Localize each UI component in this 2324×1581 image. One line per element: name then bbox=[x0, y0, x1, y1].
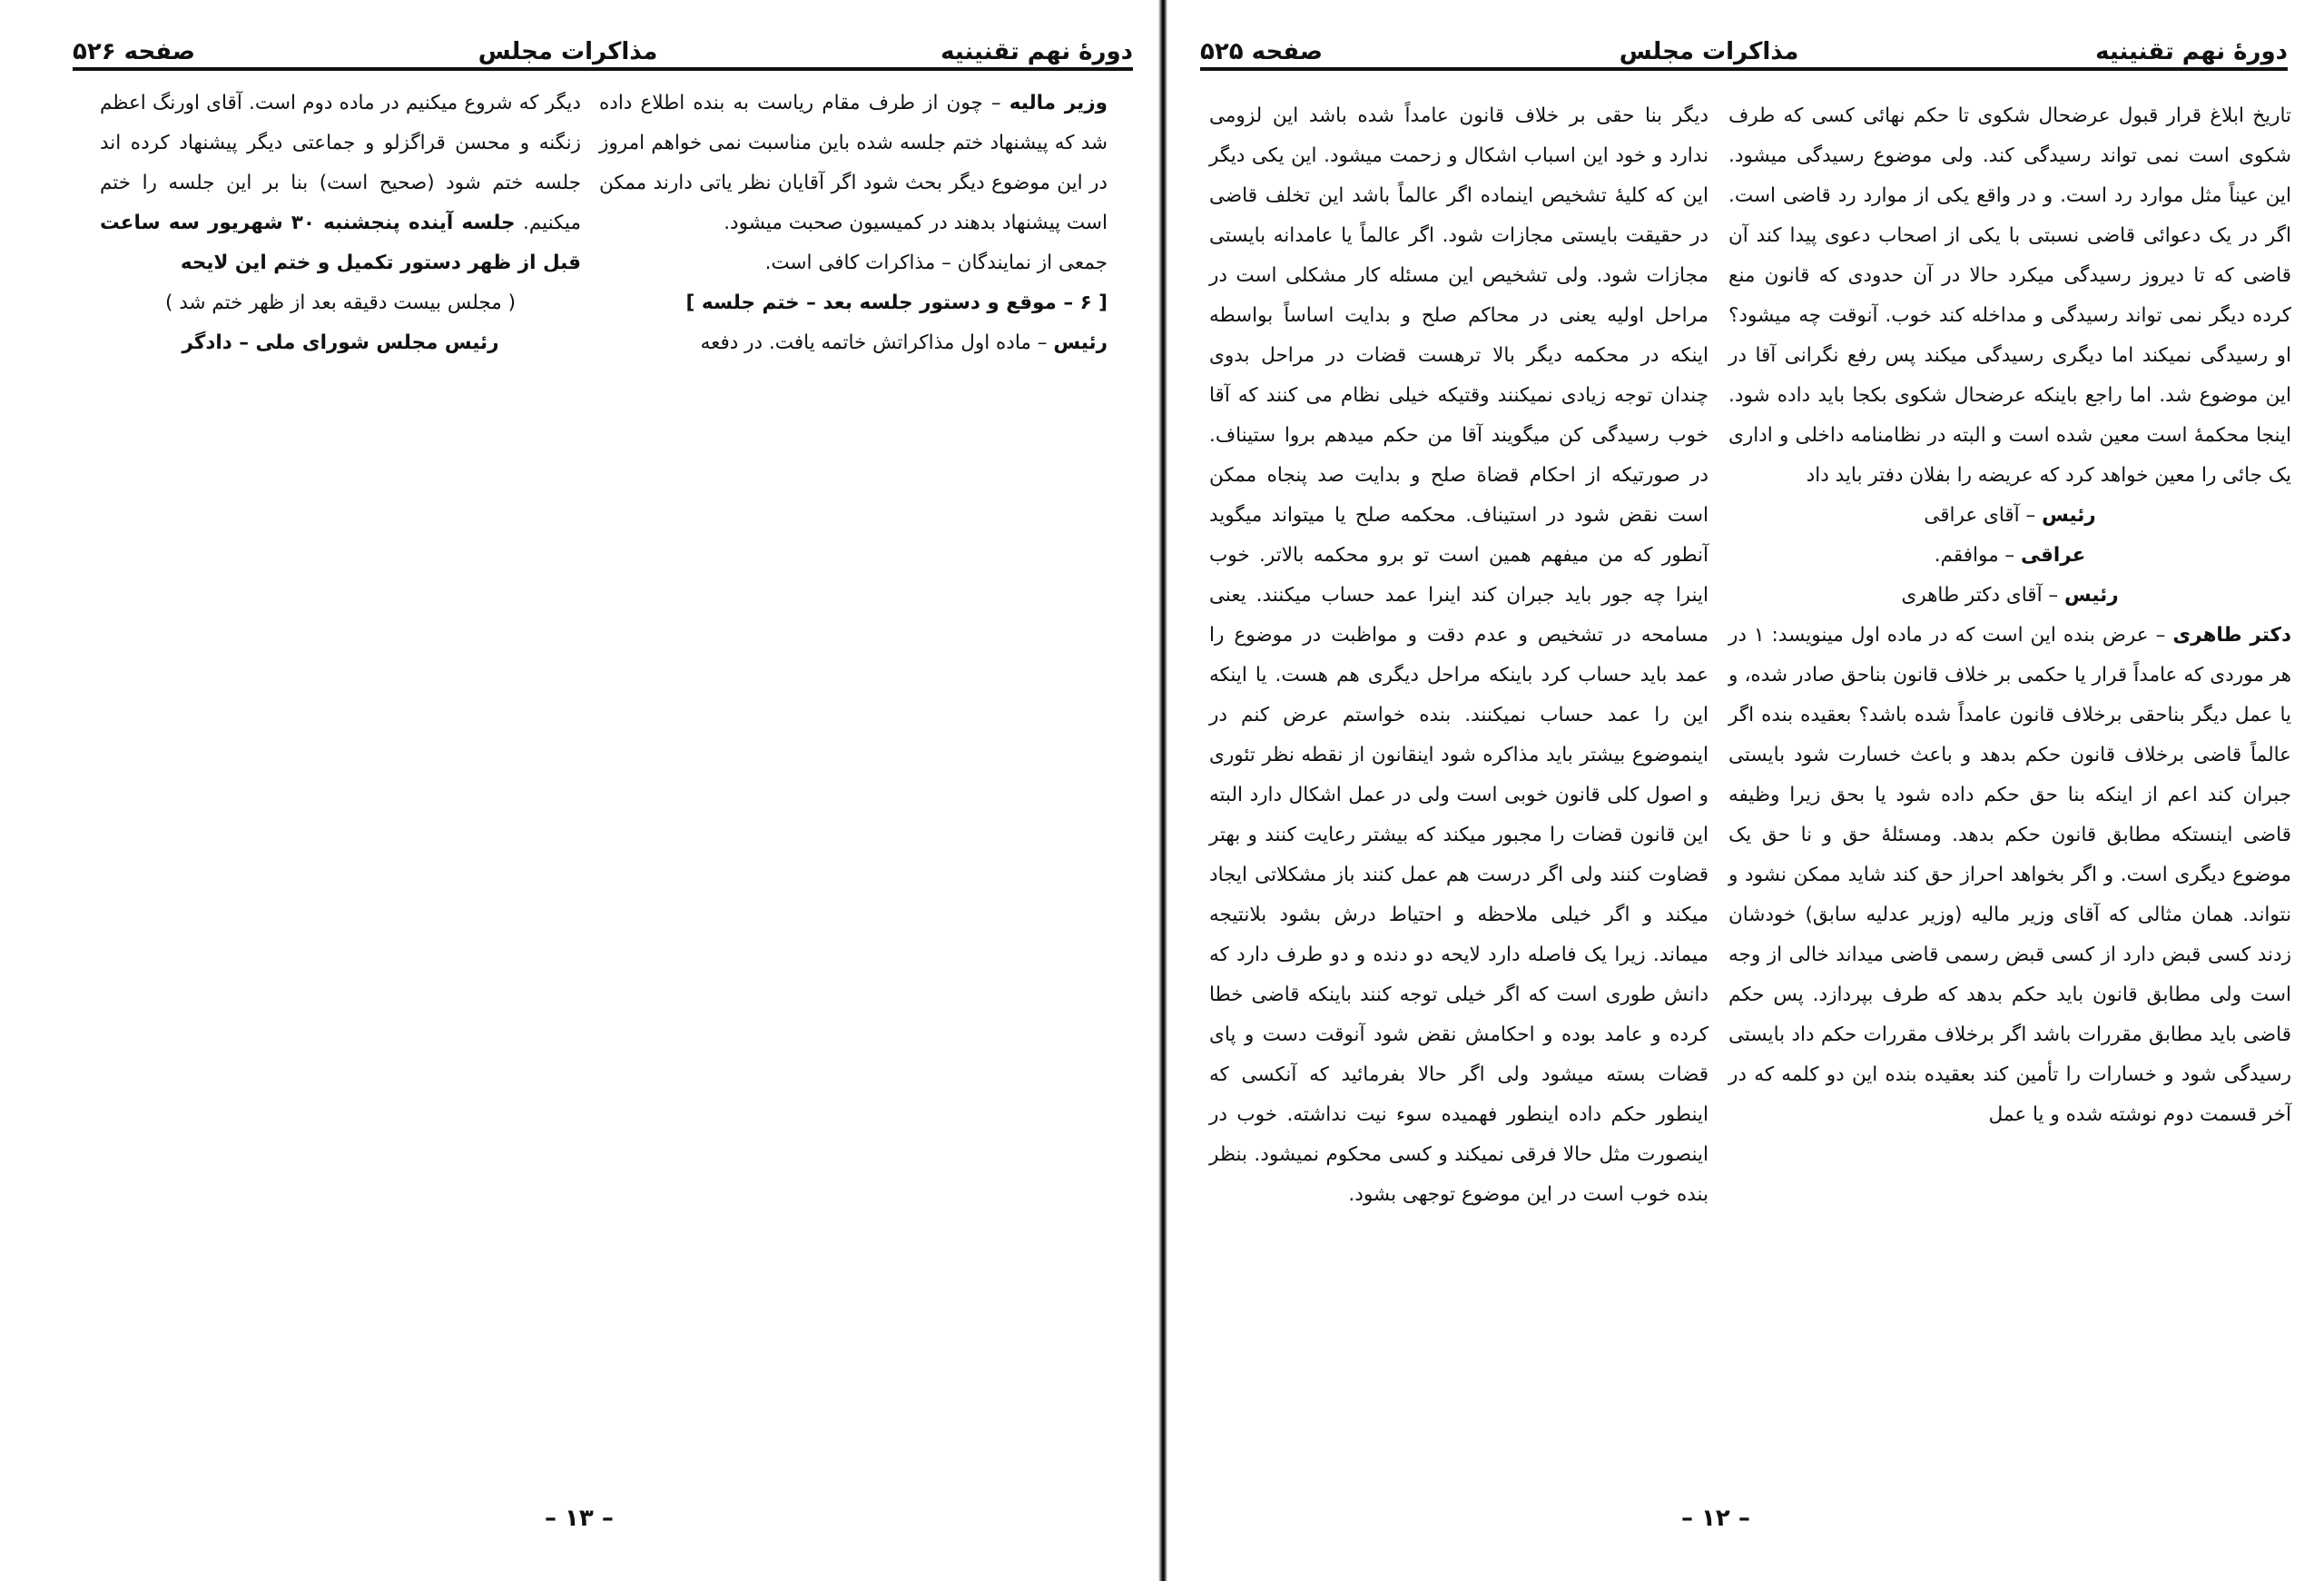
speaker-name: رئیس bbox=[1053, 331, 1108, 354]
paragraph bbox=[599, 323, 1108, 363]
closing-note: ( مجلس بیست دقیقه بعد از ظهر ختم شد ) bbox=[165, 291, 516, 314]
speech-text: دیگر که شروع میکنیم در ماده دوم است. آقای اورنگ اعظم زنگنه و محسن قراگزلو و جماعتی دیگر پیشنهاد کرده اند جلسه ختم شود (صحیح است) بنا بر این جلسه را ختم میکنیم. bbox=[100, 92, 581, 234]
signature: رئیس مجلس شورای ملی – دادگر bbox=[182, 331, 499, 354]
speech-text: – آقای دکتر طاهری bbox=[1901, 584, 2059, 607]
book-spine bbox=[1158, 0, 1167, 1581]
left-page bbox=[0, 0, 1151, 1581]
agenda-heading: [ ۶ – موقع و دستور جلسه بعد – ختم جلسه ] bbox=[685, 291, 1108, 314]
column-left bbox=[1209, 96, 1709, 1215]
paragraph bbox=[100, 84, 581, 283]
speaker-name: رئیس bbox=[2042, 504, 2096, 527]
paragraph: جمعی از نمایندگان – مذاکرات کافی است. bbox=[764, 252, 1108, 274]
header-page-number: صفحه ۵۲۶ bbox=[73, 38, 196, 65]
page-header bbox=[1200, 25, 2288, 65]
header-page-number: صفحه ۵۲۵ bbox=[1200, 38, 1324, 65]
paragraph bbox=[1728, 576, 2291, 616]
page-folio: – ۱۳ – bbox=[545, 1505, 614, 1532]
right-page bbox=[1173, 0, 2324, 1581]
header-title: مذاکرات مجلس bbox=[1619, 38, 1799, 65]
speech-text: – عرض بنده این است که در ماده اول مینویسد: ۱ در هر موردی که عامداً قرار یا حکمی بر خلاف قانون بناحق صادر شده، و یا عمل دیگر بناحقی برخلاف قانون عامداً شده باشد؟ بعقیده بنده اگر عالماً قاضی برخلاف قانون حکم بدهد و باعث خسارت شود بایستی جبران کند اعم از اینکه بنا حق حکم داده شود یا بحق زیرا وظیفه قاضی اینستکه مطابق قانون حکم بدهد. ومسئلهٔ حق و نا حق یک موضوع دیگری است. و اگر بخواهد احراز حق کند شاید ممکن نشود و نتواند. همان مثالی که آقای وزیر مالیه (وزیر عدلیه سابق) خودشان زدند کسی قبض دارد از کسی قبض رسمی قاضی میداند خالی از وجه است ولی مطابق قانون باید حکم بدهد که طرف بپردازد. پس حکم قاضی باید مطابق مقررات باشد اگر برخلاف مقررات حکم داد بایستی رسیدگی شود و خسارات را تأمین کند بعقیده بنده این دو کلمه که در آخر قسمت دوم نوشته شده و یا عمل bbox=[1728, 624, 2291, 1126]
speech-text: – چون از طرف مقام ریاست به بنده اطلاع داده شد که پیشنهاد ختم جلسه شده باین مناسبت نمی خواهم امروز در این موضوع دیگر بحث شود اگر آقایان نظر یاتی دارند ممکن است پیشنهاد بدهند در کمیسیون صحبت میشود. bbox=[599, 92, 1108, 234]
column-left bbox=[100, 84, 581, 363]
paragraph: تاریخ ابلاغ قرار قبول عرضحال شکوی تا حکم نهائی کسی که طرف شکوی است نمی تواند رسیدگی کند. ولی موضوع رسیدگی میشود. این عیناً مثل موارد رد است. و در واقع یکی از موارد رد قاضی است. اگر در یک دعوائی قاضی نسبتی با یکی از اصحاب دعوی پیدا کند آن قاضی که تا دیروز رسیدگی میکرد حالا در آن حدودی که قانون منع کرده دیگر نمی تواند رسیدگی و مداخله کند خوب. آنوقت چه میشود؟ او رسیدگی نمیکند اما دیگری رسیدگی میکند پس رفع نگرانی آقا در این موضوع شد. اما راجع باینکه عرضحال شکوی بکجا باید داده شود. اینجا محکمهٔ است معین شده است و البته در نظامنامه داخلی و اداری یک جائی را معین خواهد کرد که عریضه را بفلان دفتر باید داد bbox=[1728, 104, 2291, 487]
page-header bbox=[73, 25, 1133, 65]
header-period: دورهٔ نهم تقنینیه bbox=[2095, 38, 2288, 65]
paragraph bbox=[1728, 536, 2291, 576]
speech-text: – آقای عراقی bbox=[1924, 504, 2036, 527]
header-rule bbox=[1200, 67, 2288, 71]
page-folio: – ۱۲ – bbox=[1681, 1505, 1750, 1532]
speaker-name: وزیر مالیه bbox=[1009, 92, 1108, 114]
speech-text: – موافقم. bbox=[1934, 544, 2015, 567]
header-period: دورهٔ نهم تقنینیه bbox=[940, 38, 1133, 65]
next-session-notice: جلسه آینده پنجشنبه ۳۰ شهریور سه ساعت قبل از ظهر دستور تکمیل و ختم این لایحه bbox=[100, 212, 581, 274]
speech-text: – ماده اول مذاکراتش خاتمه یافت. در دفعه bbox=[700, 331, 1048, 354]
paragraph bbox=[1728, 616, 2291, 1135]
speaker-name: عراقی bbox=[2021, 544, 2086, 567]
paragraph bbox=[599, 84, 1108, 243]
column-right bbox=[599, 84, 1108, 363]
speaker-name: دکتر طاهری bbox=[2172, 624, 2292, 647]
paragraph bbox=[1728, 496, 2291, 536]
speaker-name: رئیس bbox=[2063, 584, 2119, 607]
header-title: مذاکرات مجلس bbox=[478, 38, 658, 65]
column-right bbox=[1728, 96, 2291, 1135]
paragraph: دیگر بنا حقی بر خلاف قانون عامداً شده باشد این لزومی ندارد و خود این اسباب اشکال و زحمت میشود. این یکی دیگر این که کلیهٔ تشخیص اینماده اگر عالماً باشد این تخلف قاضی در حقیقت بایستی مجازات شود. اگر عالماً یا عامدانه بایستی مجازات شود. ولی تشخیص این مسئله کار مشکلی است در مراحل اولیه یعنی در محاکم صلح و بدایت اساساً بواسطه اینکه در محکمه دیگر بالا ترهست قضات در مراحل بدوی چندان توجه زیادی نمیکنند وقتیکه خیلی نظام می کنند که آقا خوب رسیدگی کن میگویند آقا من حکم میدهم بروا ستیناف. در صورتیکه از احکام قضاة صلح و بدایت صد پنجاه ممکن است نقض شود در استیناف. محکمه صلح یا میتواند میگوید آنطور که من میفهم همین است تو برو محکمه بالاتر. خوب اینرا چه جور باید جبران کند اینرا عمد حساب میکنند. یعنی مسامحه در تشخیص و عدم دقت و مواظبت در موضوع را عمد باید حساب کرد باینکه مراحل دیگری هم هست. یا اینکه این را عمد حساب نمیکنند. بنده خواستم عرض کنم در اینموضوع بیشتر باید مذاکره شود اینقانون از نقطه نظر تئوری و اصول کلی قانون خوبی است ولی در عمل اشکال دارد البته این قانون قضات را مجبور میکند که بیشتر رعایت کنند و بهتر قضاوت کنند ولی اگر درست هم عمل کنند باز مشکلاتی ایجاد میکند و اگر خیلی ملاحظه و احتیاط درش بشود بلانتیجه میماند. زیرا یک فاصله دارد لایحه دو دنده و دو طرف دارد که دانش طوری است که اگر خیلی توجه کنند باینکه قاضی خطا کرده و عامد بوده و احکامش نقض شود آنوقت دست و پای قضات بسته میشود ولی اگر حالا بفرمائید که آنکسی که اینطور حکم داده اینطور فهمیده سوء نیت نداشته. خوب در اینصورت مثل حالا فرقی نمیکند و کسی محکوم نمیشود. بنظر بنده خوب است در این موضوع توجهی بشود. bbox=[1209, 104, 1709, 1206]
header-rule bbox=[73, 67, 1133, 71]
